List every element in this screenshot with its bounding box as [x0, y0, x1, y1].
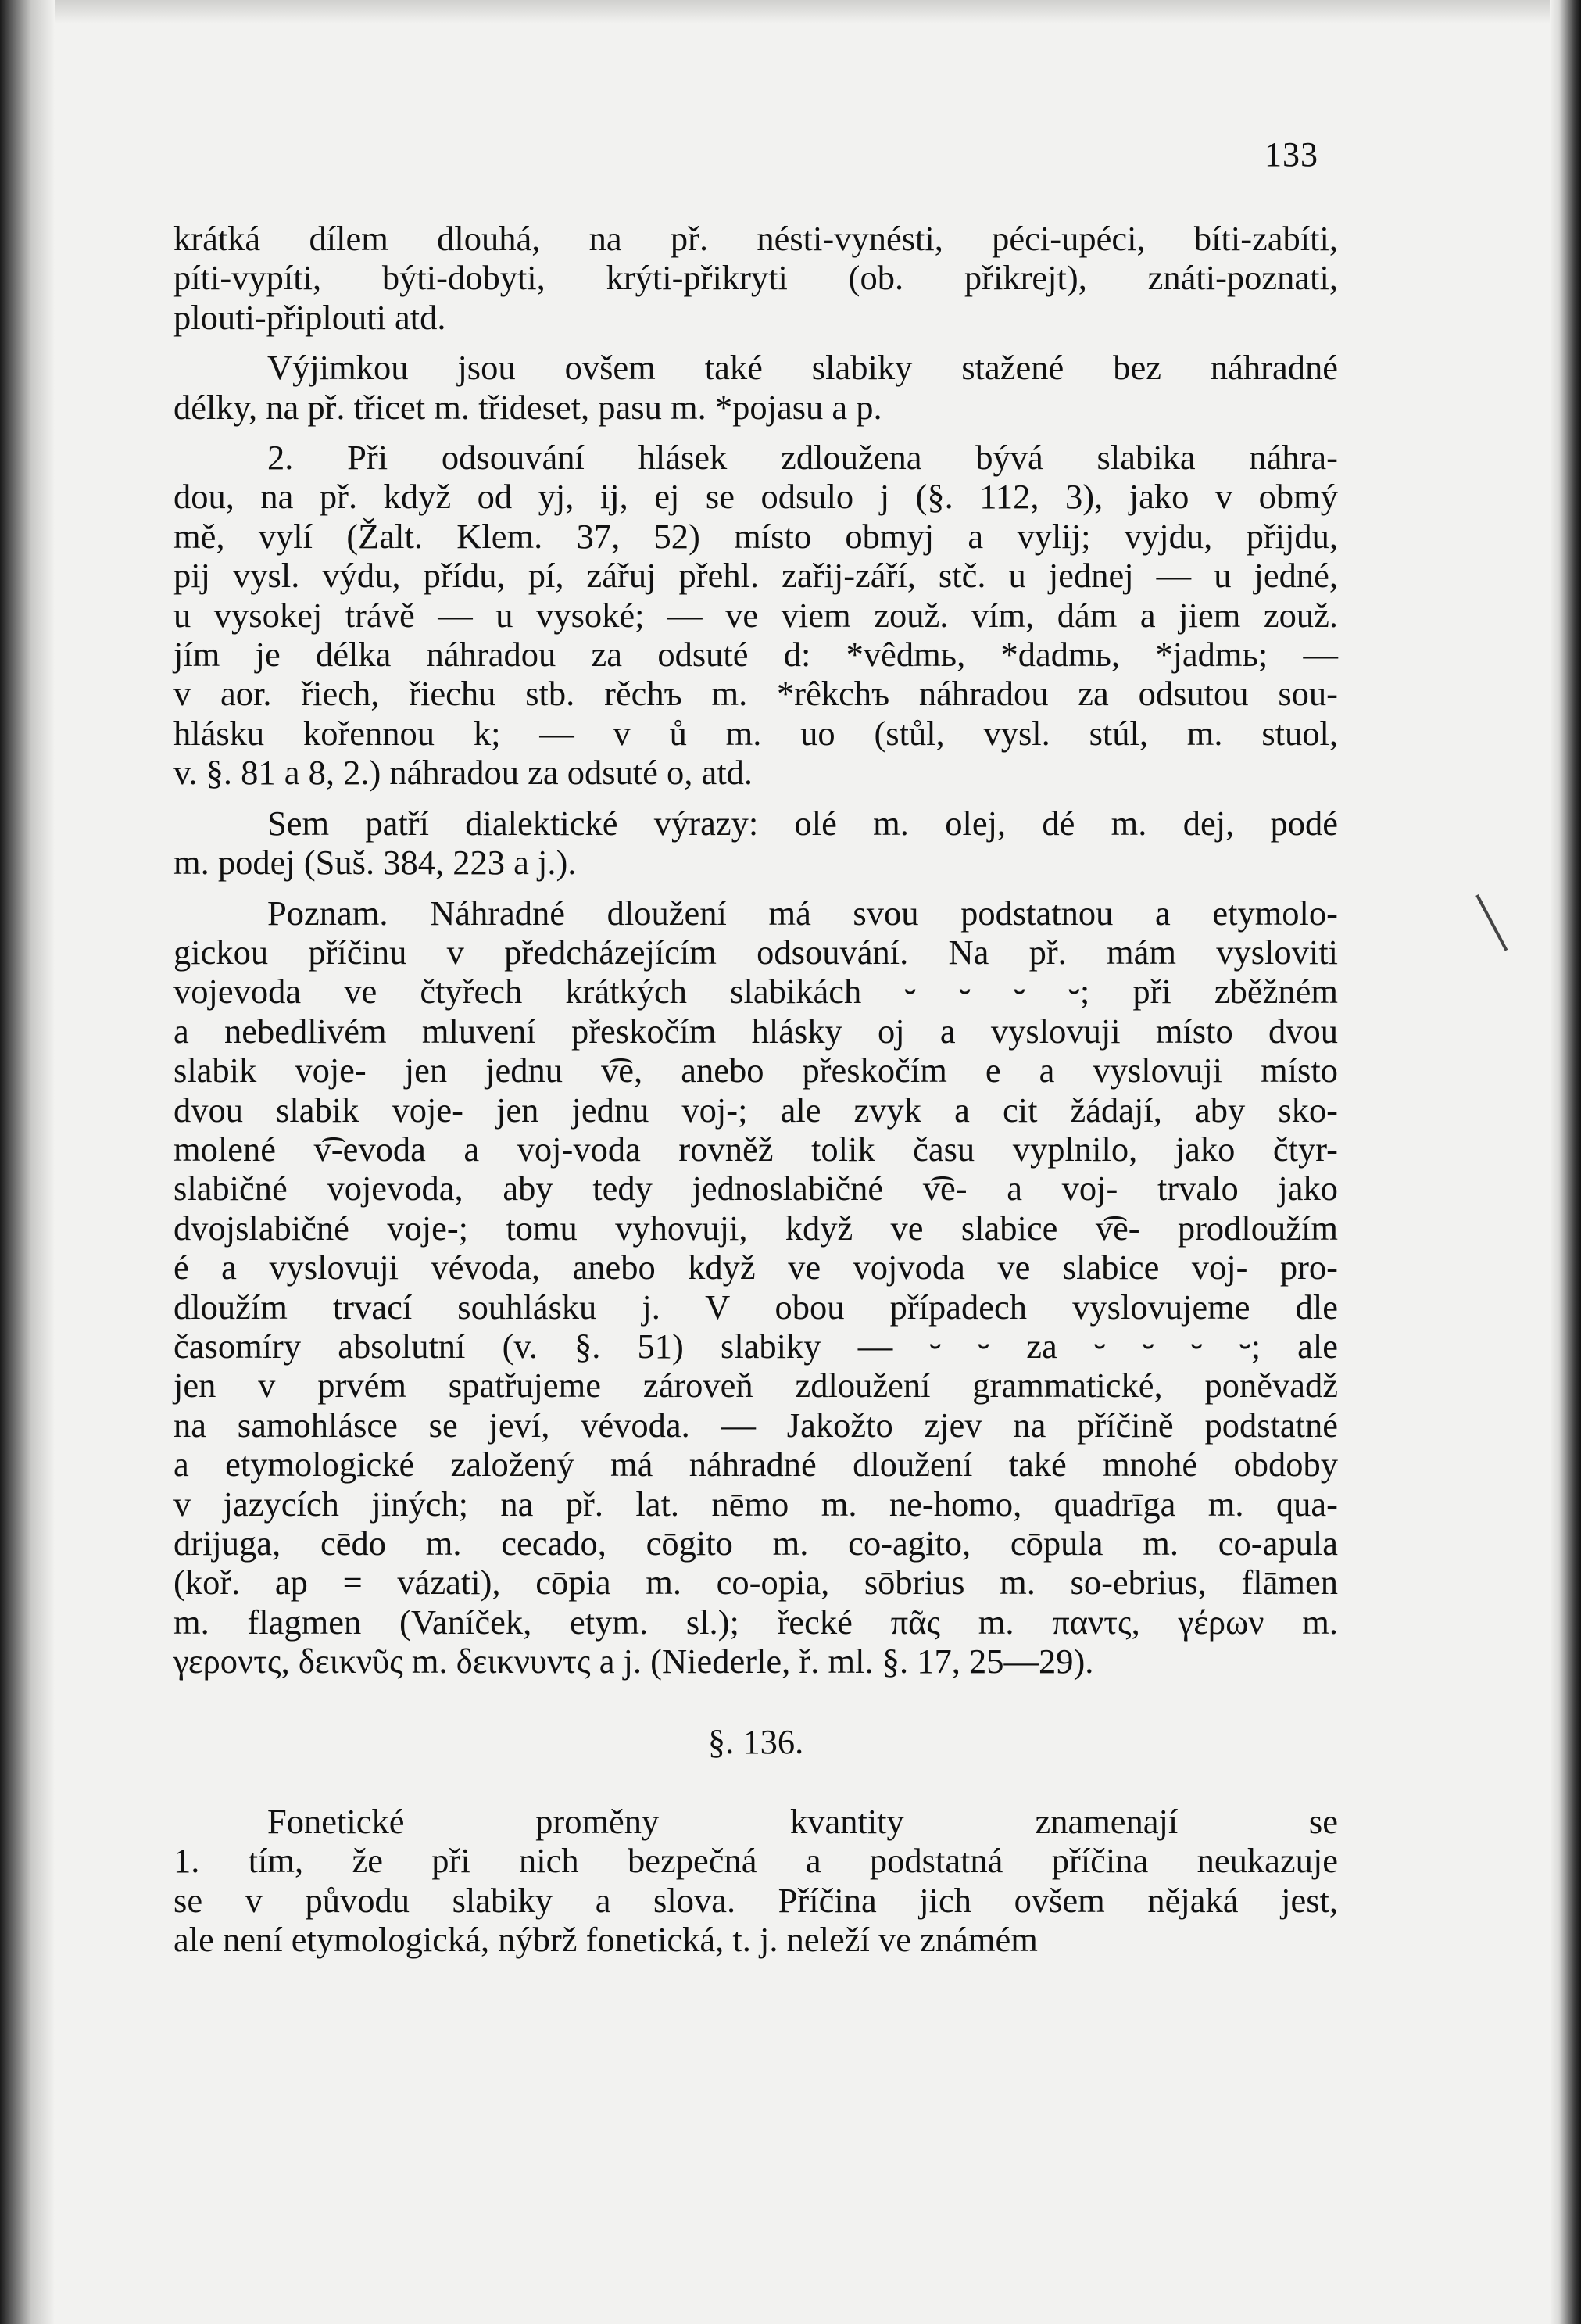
text-line: m. flagmen (Vaníček, etym. sl.); řecké πᾶς m. παντς, γέρων m.: [173, 1602, 1338, 1642]
text-line: Sem patří dialektické výrazy: olé m. olej, dé m. dej, podé: [267, 803, 1338, 843]
spacer: [173, 1681, 1338, 1722]
text-line: 1. tím, že při nich bezpečná a podstatná příčina neukazuje: [173, 1841, 1338, 1881]
text-line: 2. Při odsouvání hlásek zdloužena bývá slabika náhra-: [267, 438, 1338, 478]
text-line: se v původu slabiky a slova. Příčina jich ovšem nějaká jest,: [173, 1880, 1338, 1920]
text-line: Poznam. Náhradné dloužení má svou podstatnou a etymolo-: [267, 893, 1338, 933]
text-line: a etymologické založený má náhradné dloužení také mnohé obdoby: [173, 1445, 1338, 1484]
text-line: dvojslabičné voje-; tomu vyhovuji, když ve slabice v͡e- prodloužím: [173, 1208, 1338, 1248]
scan-edge-left: [0, 0, 55, 2324]
text-line: (koř. ap = vázati), cōpia m. co-opia, sōbrius m. so-ebrius, flāmen: [173, 1563, 1338, 1602]
paragraph-2: [173, 348, 1338, 427]
text-line: délky, na př. třicet m. třideset, pasu m. *pojasu a p.: [173, 387, 882, 427]
paragraph-6: [173, 1802, 1338, 1960]
text-line: na samohlásce se jeví, vévoda. — Jakožto zjev na příčině podstatné: [173, 1405, 1338, 1445]
text-line: jen v prvém spatřujeme zároveň zdloužení grammatické, poněvadž: [173, 1366, 1338, 1406]
text-line: slabik voje- jen jednu v͡e, anebo přeskočím e a vyslovuji místo: [173, 1051, 1338, 1090]
page-text: [173, 219, 1338, 1960]
paragraph-3: [173, 438, 1338, 793]
text-line: pij vysl. výdu, přídu, pí, zářuj přehl. zařij-září, stč. u jednej — u jedné,: [173, 556, 1338, 596]
text-line: v aor. řiech, řiechu stb. rěchъ m. *rêkchъ náhradou za odsutou sou-: [173, 674, 1338, 714]
text-line: časomíry absolutní (v. §. 51) slabiky — ⏑ ⏑ za ⏑ ⏑ ⏑ ⏑; ale: [173, 1326, 1338, 1366]
text-line: Výjimkou jsou ovšem také slabiky stažené bez náhradné: [267, 348, 1338, 388]
text-line: plouti-připlouti atd.: [173, 297, 446, 337]
text-line: dloužím trvací souhlásku j. V obou případech vyslovujeme dle: [173, 1287, 1338, 1327]
paragraph-1: [173, 219, 1338, 337]
paragraph-4: [173, 804, 1338, 883]
margin-mark: [1475, 894, 1508, 951]
text-line: krátká dílem dlouhá, na př. nésti-vynésti, péci-upéci, bíti-zabíti,: [173, 219, 1338, 258]
text-line: é a vyslovuji vévoda, anebo když ve vojvoda ve slabice voj- pro-: [173, 1248, 1338, 1287]
scan-edge-right: [1550, 0, 1581, 2324]
text-line: jím je délka náhradou za odsuté d: *vêdmь, *dadmь, *jadmь; —: [173, 635, 1338, 675]
section-heading: §. 136.: [707, 1721, 804, 1761]
text-line: v. §. 81 a 8, 2.) náhradou za odsuté o, atd.: [173, 753, 753, 793]
text-line: ale není etymologická, nýbrž fonetická, t. j. neleží ve známém: [173, 1920, 1038, 1960]
spacer: [173, 337, 1338, 348]
text-line: dou, na př. když od yj, ij, ej se odsulo j (§. 112, 3), jako v obmý: [173, 477, 1338, 517]
text-line: γεροντς, δεικνῦς m. δεικνυντς a j. (Niederle, ř. ml. §. 17, 25—29).: [173, 1642, 1094, 1681]
text-line: vojevoda ve čtyřech krátkých slabikách ⏑ ⏑ ⏑ ⏑; při zběžném: [173, 972, 1338, 1012]
text-line: m. podej (Suš. 384, 223 a j.).: [173, 843, 577, 883]
spacer: [173, 1761, 1338, 1802]
text-line: molené v͡-evoda a voj-voda rovněž tolik času vyplnilo, jako čtyr-: [173, 1129, 1338, 1169]
text-line: dvou slabik voje- jen jednu voj-; ale zvyk a cit žádají, aby sko-: [173, 1090, 1338, 1130]
text-line: v jazycích jiných; na př. lat. nēmo m. ne-homo, quadrīga m. qua-: [173, 1484, 1338, 1524]
text-line: hlásku kořennou k; — v ů m. uo (stůl, vysl. stúl, m. stuol,: [173, 713, 1338, 753]
text-line: píti-vypíti, býti-dobyti, krýti-přikryti (ob. přikrejt), znáti-poznati,: [173, 258, 1338, 298]
page-number: 133: [1264, 135, 1318, 174]
spacer: [173, 427, 1338, 438]
spacer: [173, 793, 1338, 804]
text-line: u vysokej trávě — u vysoké; — ve viem zouž. vím, dám a jiem zouž.: [173, 595, 1338, 635]
text-line: slabičné vojevoda, aby tedy jednoslabičné v͡e- a voj- trvalo jako: [173, 1169, 1338, 1209]
text-line: mě, vylí (Žalt. Klem. 37, 52) místo obmyj a vylij; vyjdu, přijdu,: [173, 516, 1338, 556]
text-line: gickou příčinu v předcházejícím odsouvání. Na př. mám vysloviti: [173, 932, 1338, 972]
text-line: drijuga, cēdo m. cecado, cōgito m. co-agito, cōpula m. co-apula: [173, 1524, 1338, 1563]
scan-edge-top: [0, 0, 1581, 23]
spacer: [173, 883, 1338, 893]
text-line: a nebedlivém mluvení přeskočím hlásky oj a vyslovuji místo dvou: [173, 1011, 1338, 1051]
text-line: Fonetické proměny kvantity znamenají se: [267, 1802, 1338, 1842]
note-paragraph: [173, 893, 1338, 1681]
